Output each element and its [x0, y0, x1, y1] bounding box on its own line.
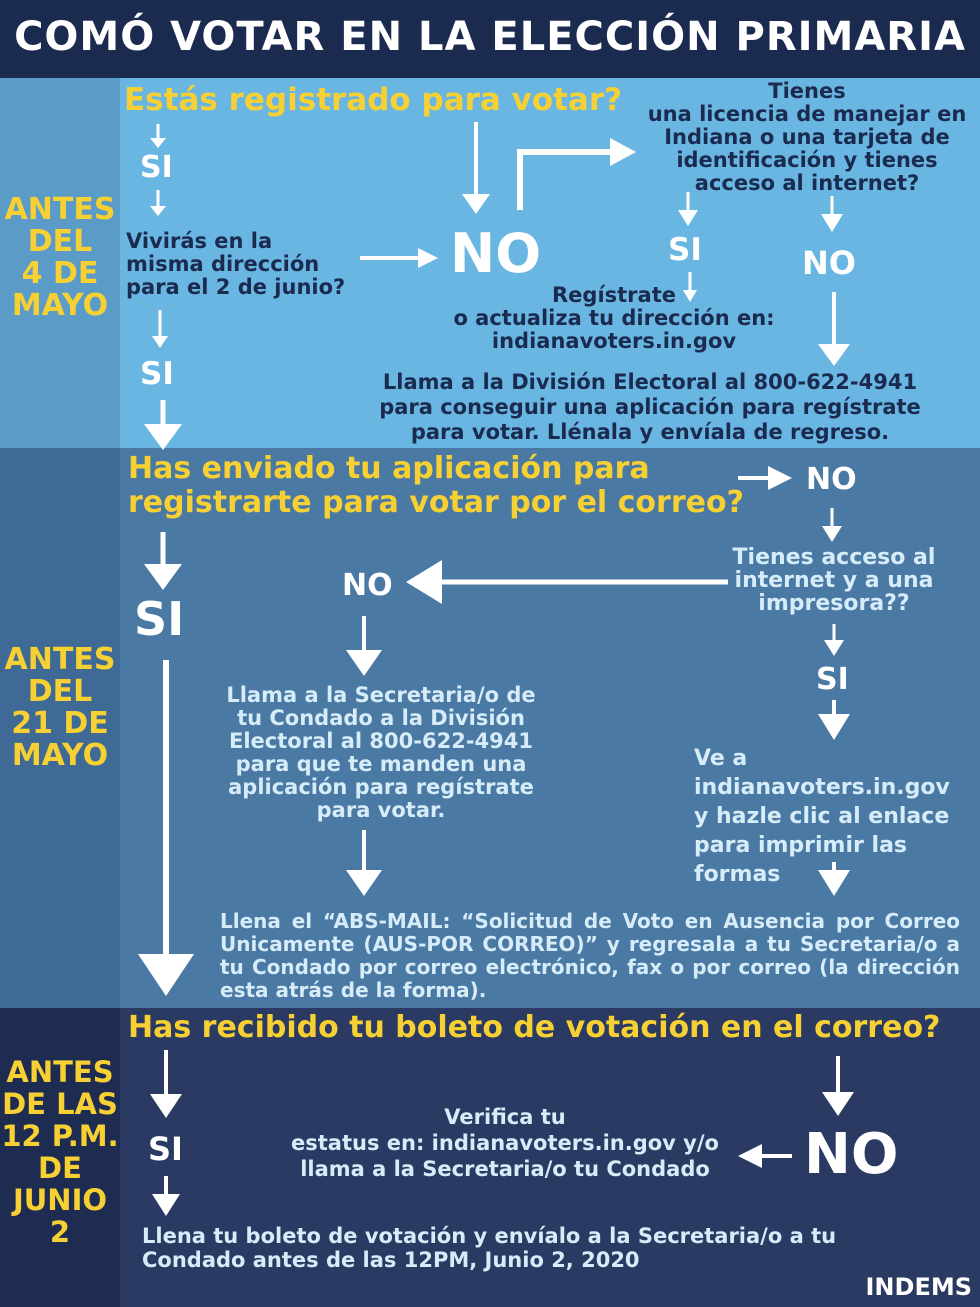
arrow	[150, 1050, 182, 1118]
arrow	[152, 310, 168, 348]
answer-si: SI	[148, 1130, 183, 1168]
indems-logo: INDEMS	[865, 1273, 972, 1301]
arrow	[346, 616, 382, 676]
arrow	[144, 532, 182, 590]
call-secretary-text: Llama a la Secretaria/o de tu Condado a la División Electoral al 800-622-4941 para que te manden una aplicación para regístrate para votar.	[226, 683, 536, 822]
arrow	[150, 190, 166, 216]
arrow	[520, 138, 636, 210]
arrow	[462, 122, 490, 214]
arrow	[346, 830, 382, 896]
question-license: Tienes una licencia de manejar en Indiana o una tarjeta de identificación y tienes acceso al internet?	[647, 79, 967, 195]
question-ballot-received: Has recibido tu boleto de votación en el correo?	[128, 1010, 941, 1045]
answer-si: SI	[668, 232, 702, 268]
fill-ballot-text: Llena tu boleto de votación y envíalo a la Secretaria/o a tu Condado antes de las 12PM, Junio 2, 2020	[142, 1224, 837, 1272]
arrow	[738, 466, 792, 490]
arrow	[818, 700, 850, 740]
question-internet-printer: Tienes acceso al internet y a una impresora??	[732, 545, 936, 616]
register-online-text: Regístrate o actualiza tu dirección en: indianavoters.in.gov	[453, 283, 775, 353]
answer-si: SI	[140, 356, 174, 392]
question-same-address: Vivirás en la misma dirección para el 2 de junio?	[126, 229, 346, 299]
deadline-label: ANTES DE LAS 12 P.M. DE JUNIO 2	[1, 1055, 119, 1249]
arrow	[822, 508, 842, 542]
answer-si: SI	[816, 662, 849, 697]
deadline-label: ANTES DEL 21 DE MAYO	[4, 642, 116, 773]
arrow	[821, 196, 843, 232]
arrow	[824, 624, 844, 656]
question-application-sent: Has enviado tu aplicación para registrarte para votar por el correo?	[128, 451, 744, 520]
answer-si: SI	[140, 150, 173, 185]
answer-no: NO	[450, 222, 542, 285]
question-registered: Estás registrado para votar?	[124, 82, 623, 118]
arrow	[150, 124, 166, 148]
arrow	[144, 400, 182, 450]
arrow	[822, 1056, 854, 1116]
answer-si: SI	[134, 592, 185, 646]
answer-no: NO	[802, 244, 856, 282]
visit-website-text: Ve a indianavoters.in.gov y hazle clic al enlace para imprimir las formas	[694, 746, 950, 887]
arrow	[138, 660, 194, 996]
answer-no: NO	[804, 1122, 899, 1187]
arrow	[738, 1144, 792, 1168]
arrow	[360, 248, 438, 268]
verify-status-text: Verifica tu estatus en: indianavoters.in.gov y/o llama a la Secretaria/o tu Condado	[291, 1105, 719, 1181]
answer-no: NO	[806, 462, 857, 497]
arrow	[406, 560, 728, 604]
deadline-label: ANTES DEL 4 DE MAYO	[4, 192, 116, 323]
call-election-division-text: Llama a la División Electoral al 800-622-4941 para conseguir una aplicación para regístrate para votar. Llénala y envíala de regreso.	[379, 370, 921, 444]
answer-no: NO	[342, 568, 393, 603]
page-title: COMÓ VOTAR EN LA ELECCIÓN PRIMARIA	[14, 14, 966, 60]
arrow	[678, 192, 698, 226]
fill-abs-mail-text: Llena el “ABS-MAIL: “Solicitud de Voto en Ausencia por Correo Unicamente (AUS-POR CORREO)” y regresala a tu Secretaria/o a tu Condado por correo electrónico, fax o por correo (la dirección esta atrás de la forma).	[220, 909, 960, 1002]
arrow	[152, 1176, 180, 1216]
arrow	[818, 292, 850, 366]
